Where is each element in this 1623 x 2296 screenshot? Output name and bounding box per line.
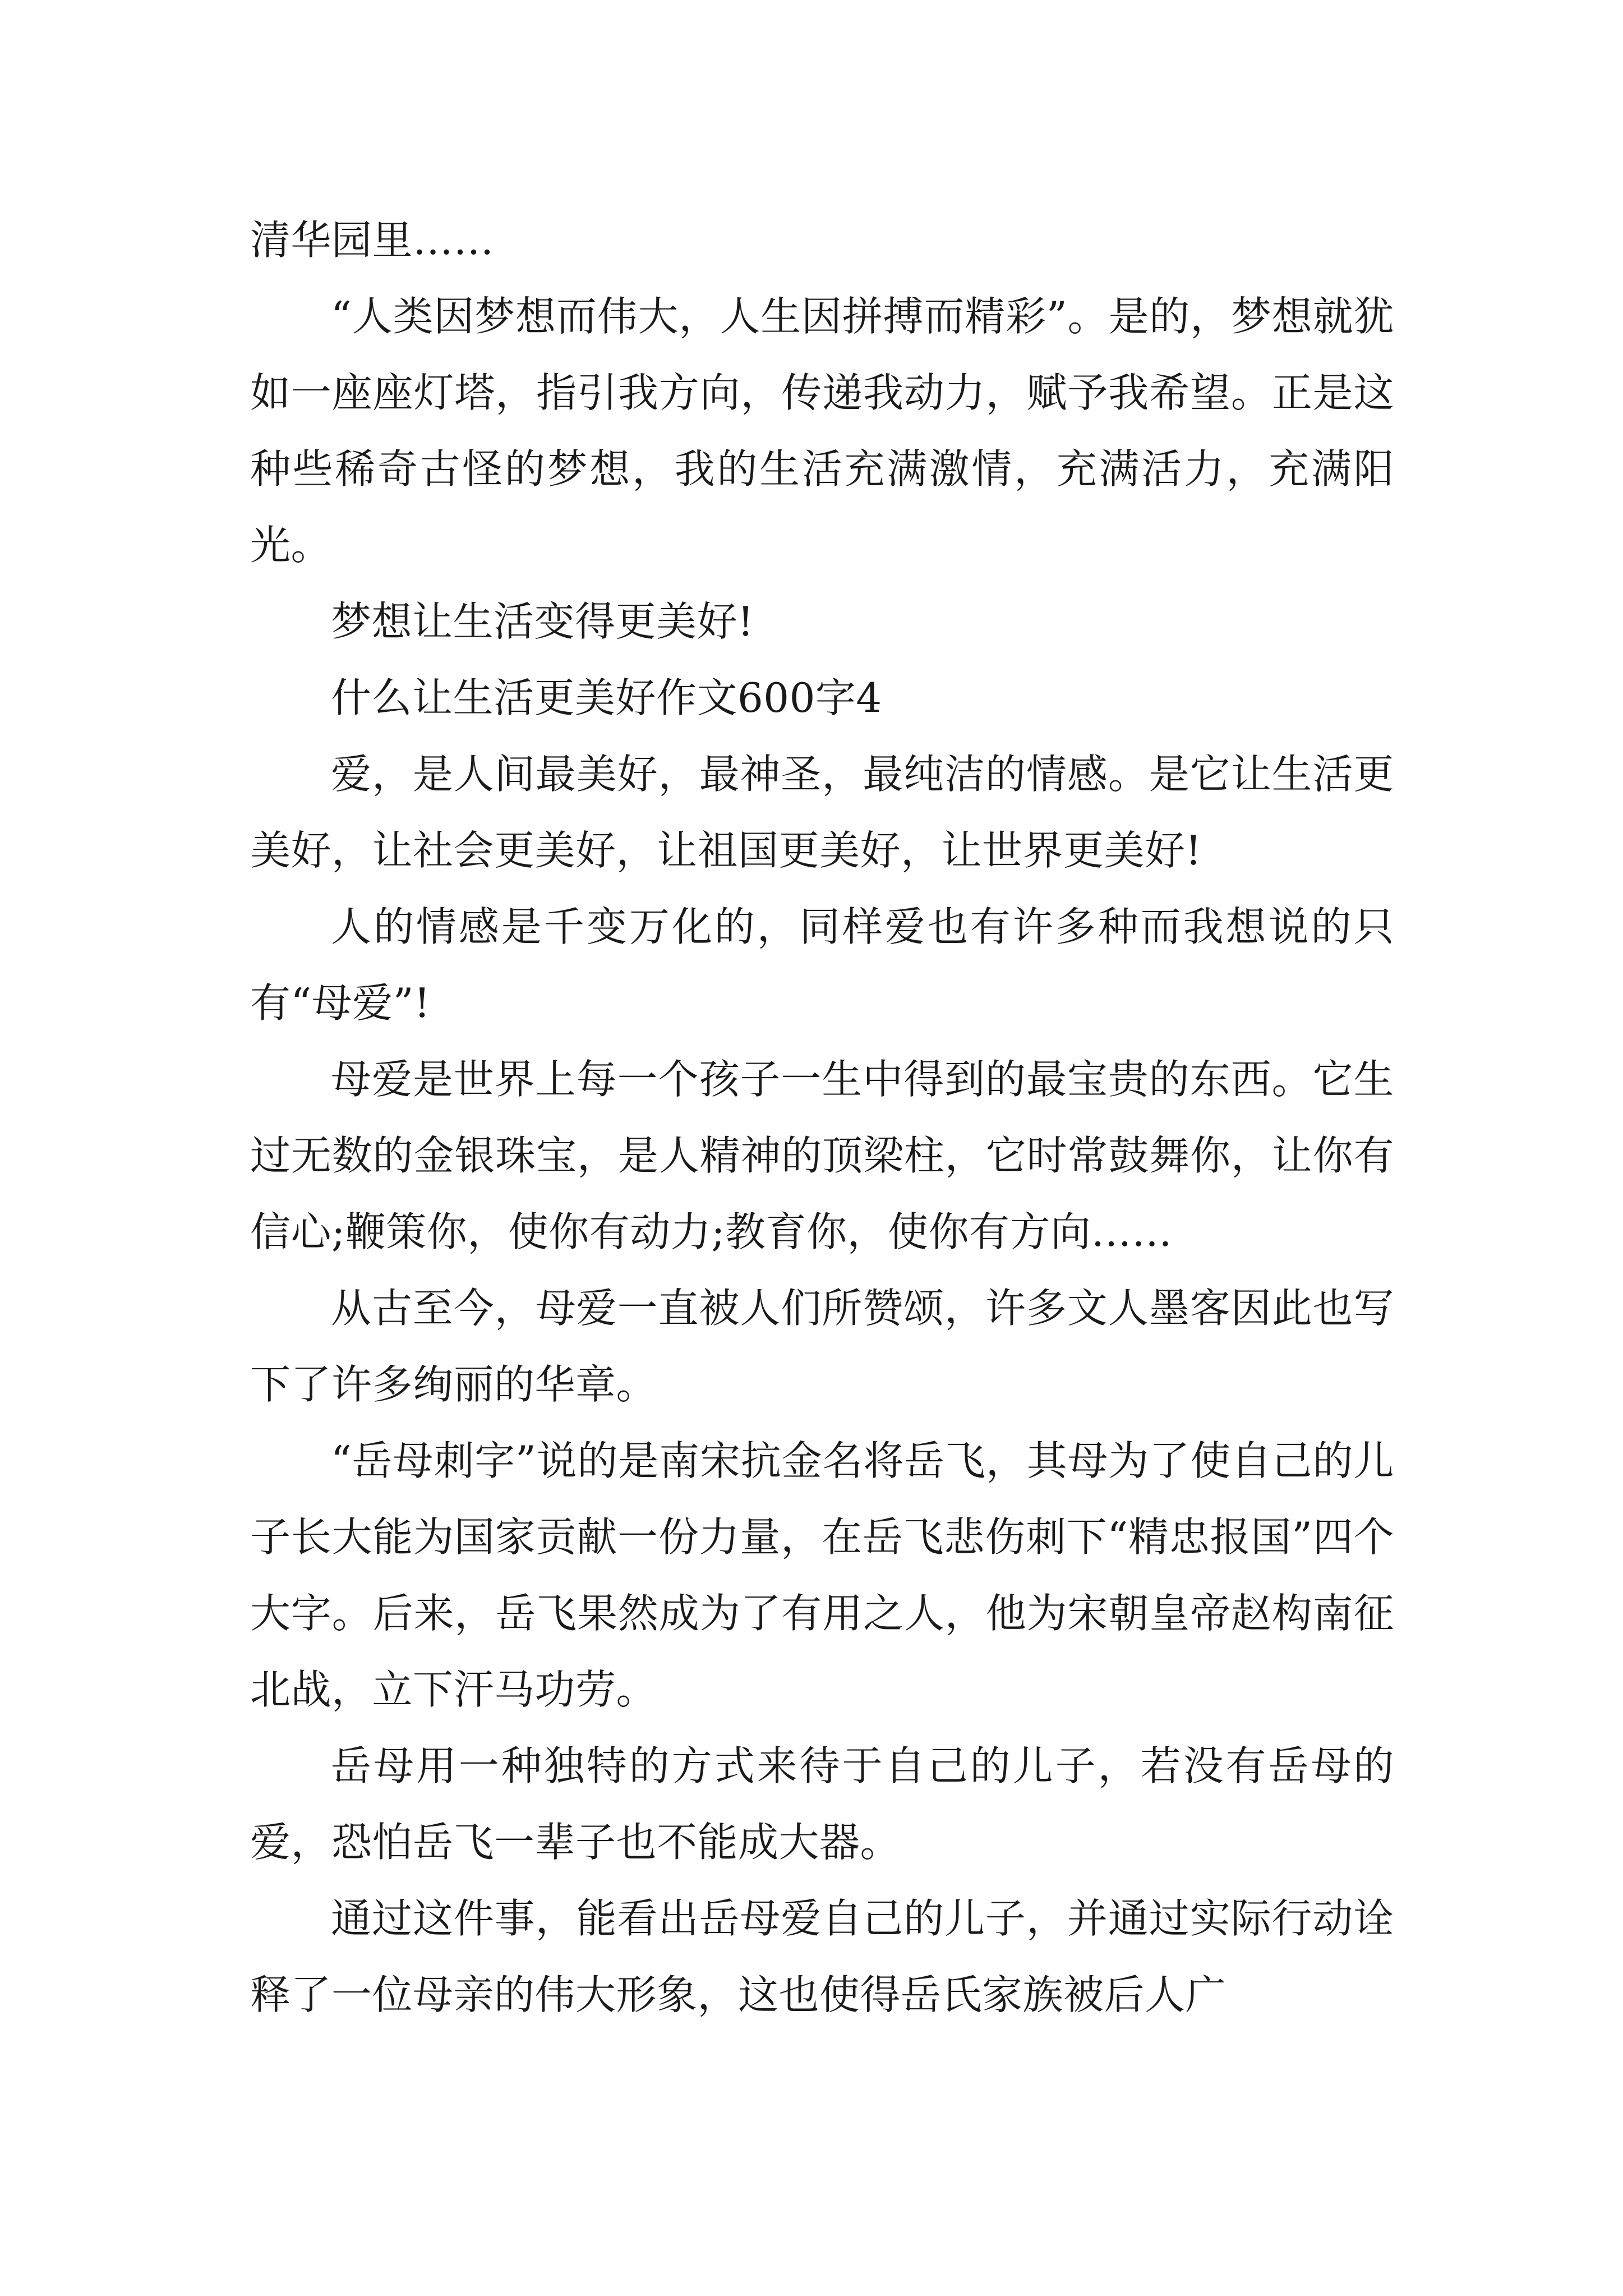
section-heading: 什么让生活更美好作文600字4 xyxy=(331,674,882,721)
paragraph: 清华园里…… xyxy=(250,217,495,264)
paragraph: 从古至今，母爱一直被人们所赞颂，许多文人墨客因此也写下了许多绚丽的华章。 xyxy=(250,1285,1394,1408)
paragraph: 梦想让生活变得更美好! xyxy=(331,598,754,645)
paragraph: 爱，是人间最美好，最神圣，最纯洁的情感。是它让生活更美好，让社会更美好，让祖国更美好，让世界更美好! xyxy=(250,751,1394,874)
paragraph: 人的情感是千变万化的，同样爱也有许多种而我想说的只有“母爱”! xyxy=(250,903,1394,1027)
paragraph: 母爱是世界上每一个孩子一生中得到的最宝贵的东西。它生过无数的金银珠宝，是人精神的顶梁柱，它时常鼓舞你，让你有信心;鞭策你，使你有动力;教育你，使你有方向…… xyxy=(250,1056,1394,1255)
paragraph: “岳母刺字”说的是南宋抗金名将岳飞，其母为了使自己的儿子长大能为国家贡献一份力量，在岳飞悲伤刺下“精忠报国”四个大字。后来，岳飞果然成为了有用之人，他为宋朝皇帝赵构南征北战，立下汗马功劳。 xyxy=(250,1437,1394,1713)
article-body xyxy=(250,202,1394,2033)
paragraph: 岳母用一种独特的方式来待于自己的儿子，若没有岳母的爱，恐怕岳飞一辈子也不能成大器。 xyxy=(250,1742,1394,1866)
paragraph: 通过这件事，能看出岳母爱自己的儿子，并通过实际行动诠释了一位母亲的伟大形象，这也使得岳氏家族被后人广 xyxy=(250,1895,1394,2018)
paragraph: “人类因梦想而伟大，人生因拼搏而精彩”。是的，梦想就犹如一座座灯塔，指引我方向，传递我动力，赋予我希望。正是这种些稀奇古怪的梦想，我的生活充满激情，充满活力，充满阳光。 xyxy=(250,293,1394,569)
